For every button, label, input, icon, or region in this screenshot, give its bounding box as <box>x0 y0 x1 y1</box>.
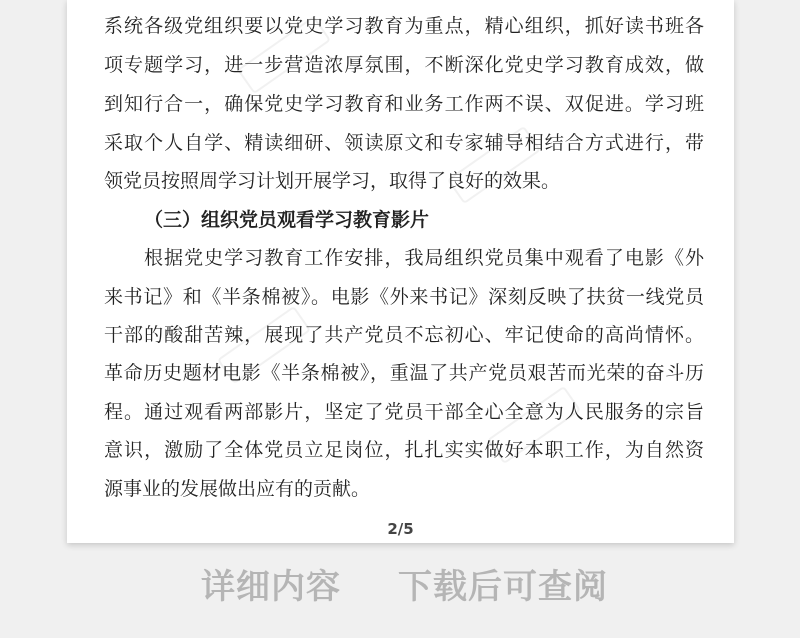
download-hint-button[interactable]: 下载后可查阅 <box>398 567 608 607</box>
text-line: 源事业的发展做出应有的贡献。 <box>104 478 371 500</box>
text-line: 到知行合一，确保党史学习教育和业务工作两不误、双促进。学习班 <box>104 93 704 115</box>
text-line: 根据党史学习教育工作安排，我局组织党员集中观看了电影《外 <box>144 247 704 269</box>
text-line: 系统各级党组织要以党史学习教育为重点，精心组织，抓好读书班各 <box>104 15 704 37</box>
text-line: 干部的酸甜苦辣，展现了共产党员不忘初心、牢记使命的高尚情怀。 <box>104 324 704 346</box>
text-line: 项专题学习，进一步营造浓厚氛围，不断深化党史学习教育成效，做 <box>104 54 704 76</box>
footer-bar <box>0 563 800 611</box>
section-heading: （三）组织党员观看学习教育影片 <box>144 209 430 231</box>
details-button[interactable]: 详细内容 <box>201 567 341 607</box>
text-line: 领党员按照周学习计划开展学习，取得了良好的效果。 <box>104 170 561 192</box>
text-line: 采取个人自学、精读细研、领读原文和专家辅导相结合方式进行，带 <box>104 132 704 154</box>
text-line: 来书记》和《半条棉被》。电影《外来书记》深刻反映了扶贫一线党员 <box>104 286 704 308</box>
text-line: 程。通过观看两部影片，坚定了党员干部全心全意为人民服务的宗旨 <box>104 401 704 423</box>
document-page <box>67 0 734 543</box>
text-line: 革命历史题材电影《半条棉被》，重温了共产党员艰苦而光荣的奋斗历 <box>104 362 704 384</box>
page-indicator: 2/5 <box>387 520 414 538</box>
text-line: 意识，激励了全体党员立足岗位，扎扎实实做好本职工作，为自然资 <box>104 439 704 461</box>
